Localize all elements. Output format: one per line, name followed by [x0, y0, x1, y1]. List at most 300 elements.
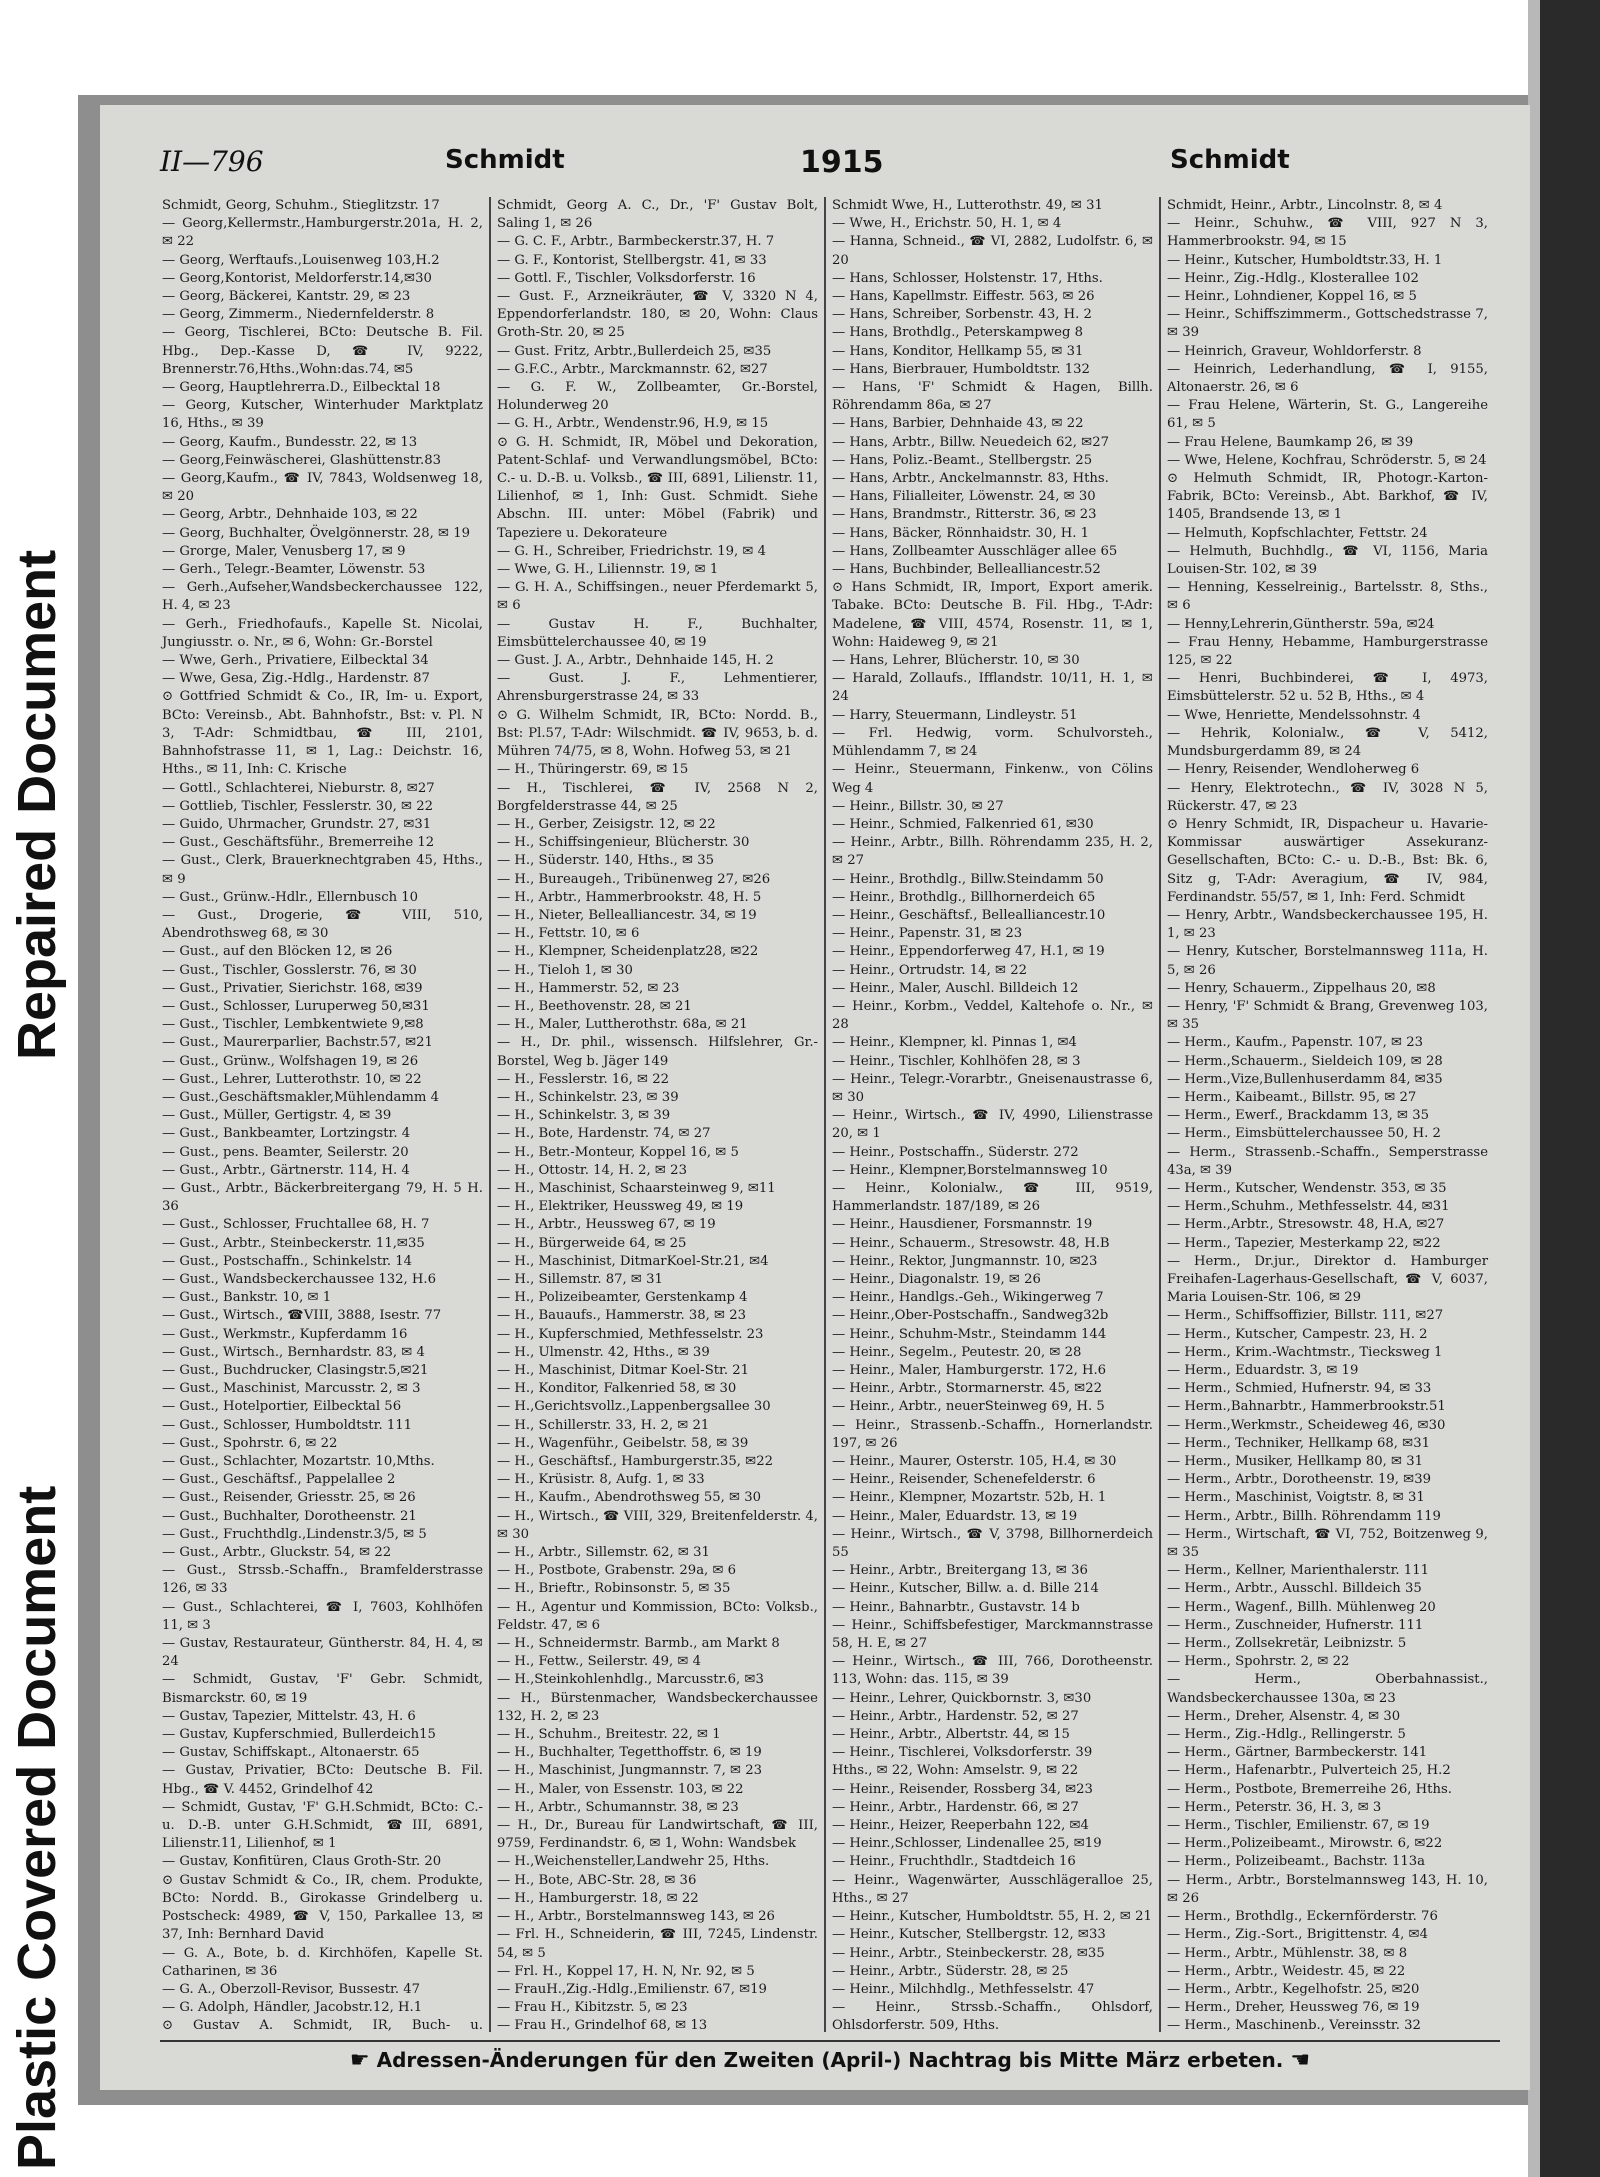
side-banner — [0, 0, 78, 2177]
directory-entry: — Gust., Wirtsch., Bernhardstr. 83, ✉ 4 — [162, 1344, 425, 1360]
directory-entry: — Gust., Hotelportier, Eilbecktal 56 — [162, 1399, 402, 1415]
directory-entry: — Heinr., Fruchthdlr., Stadtdeich 16 — [832, 1854, 1076, 1870]
directory-entry: — Heinr., Brothdlg., Billw.Steindamm 50 — [832, 871, 1104, 887]
directory-entry: — Henning, Kesselreinig., Bartelsstr. 8, Sths., ✉ 6 — [1167, 580, 1488, 614]
directory-entry: — Heinr., Bahnarbtr., Gustavstr. 14 b — [832, 1599, 1080, 1615]
directory-entry: — Georg, Bäckerei, Kantstr. 29, ✉ 23 — [162, 289, 411, 305]
directory-entry: — H., Bürgerweide 64, ✉ 25 — [497, 1235, 687, 1251]
directory-entry: — Herm., Spohrstr. 2, ✉ 22 — [1167, 1654, 1350, 1670]
page-number: II—796 — [160, 145, 264, 178]
directory-entry: — Gustav H. F., Buchhalter, Eimsbüttelerchaussee 40, ✉ 19 — [497, 616, 818, 650]
directory-entry: — Henry, Schauerm., Zippelhaus 20, ✉8 — [1167, 980, 1436, 996]
directory-entry: — Henny,Lehrerin,Güntherstr. 59a, ✉24 — [1167, 616, 1435, 632]
directory-entry: — Heinr., Wirtsch., ☎ III, 766, Dorotheenstr. 113, Wohn: das. 115, ✉ 39 — [832, 1654, 1153, 1688]
side-label-repaired: Repaired Document — [7, 549, 67, 1060]
directory-entry: — Herm.,Schauerm., Sieldeich 109, ✉ 28 — [1167, 1053, 1443, 1069]
directory-entry: — Frau Helene, Baumkamp 26, ✉ 39 — [1167, 434, 1414, 450]
directory-entry: — H., Maschinist, Schaarsteinweg 9, ✉11 — [497, 1180, 776, 1196]
directory-entry: — G. H., Arbtr., Wendenstr.96, H.9, ✉ 15 — [497, 416, 769, 432]
directory-entry: — Herm., Schiffsoffizier, Billstr. 111, ✉27 — [1167, 1308, 1444, 1324]
directory-entry: — Heinr., Wagenwärter, Ausschlägeralloe 25, Hths., ✉ 27 — [832, 1872, 1153, 1906]
directory-entry: — H., Klempner, Scheidenplatz28, ✉22 — [497, 944, 759, 960]
entry-columns — [160, 197, 1490, 2032]
directory-entry: — Heinr., Arbtr., Hardenstr. 66, ✉ 27 — [832, 1799, 1079, 1815]
directory-entry: — Wwe, Henriette, Mendelssohnstr. 4 — [1167, 707, 1421, 723]
directory-entry: — Heinr., Heizer, Reeperbahn 122, ✉4 — [832, 1818, 1089, 1834]
column-3 — [830, 197, 1155, 2032]
directory-entry: — Heinr., Arbtr., Stormarnerstr. 45, ✉22 — [832, 1381, 1102, 1397]
directory-entry: — Gust. J. A., Arbtr., Dehnhaide 145, H. 2 — [497, 653, 774, 669]
directory-entry: — Henri, Buchbinderei, ☎ I, 4973, Eimsbüttelerstr. 52 u. 52 B, Hths., ✉ 4 — [1167, 671, 1488, 705]
directory-entry: — Gust., Privatier, Sierichstr. 168, ✉39 — [162, 980, 423, 996]
directory-entry: Schmidt Wwe, H., Lutterothstr. 49, ✉ 31 — [832, 198, 1103, 213]
directory-entry: — Heinr., Schiffszimmerm., Gottschedstrasse 7, ✉ 39 — [1167, 307, 1488, 341]
directory-entry: — Herm., Arbtr., Mühlenstr. 38, ✉ 8 — [1167, 1945, 1408, 1961]
directory-entry: — Frau H., Grindelhof 68, ✉ 13 — [497, 2018, 708, 2032]
directory-entry: — Georg, Kaufm., Bundesstr. 22, ✉ 13 — [162, 434, 418, 450]
directory-entry: — Herm., Zig.-Sort., Brigittenstr. 4, ✉4 — [1167, 1927, 1428, 1943]
directory-entry: — Heinr., Klempner, kl. Pinnas 1, ✉4 — [832, 1035, 1077, 1051]
directory-entry: — H., Konditor, Falkenried 58, ✉ 30 — [497, 1381, 737, 1397]
directory-entry: — H., Süderstr. 140, Hths., ✉ 35 — [497, 853, 715, 869]
column-divider — [824, 197, 826, 2032]
directory-entry: — Hans, 'F' Schmidt & Hagen, Billh. Röhrendamm 86a, ✉ 27 — [832, 380, 1153, 414]
directory-entry: — G. A., Bote, b. d. Kirchhöfen, Kapelle St. Catharinen, ✉ 36 — [162, 1945, 483, 1979]
directory-entry: — Gustav, Kupferschmied, Bullerdeich15 — [162, 1727, 436, 1743]
directory-entry: — Wwe, Helene, Kochfrau, Schröderstr. 5, ✉ 24 — [1167, 452, 1487, 468]
directory-entry: — H., Polizeibeamter, Gerstenkamp 4 — [497, 1290, 748, 1306]
directory-entry: — Heinr., Billstr. 30, ✉ 27 — [832, 798, 1004, 814]
directory-entry: Schmidt, Georg, Schuhm., Stieglitzstr. 17 — [162, 198, 440, 213]
directory-entry: — Hans, Poliz.-Beamt., Stellbergstr. 25 — [832, 452, 1093, 468]
directory-entry: — H., Betr.-Monteur, Koppel 16, ✉ 5 — [497, 1144, 739, 1160]
directory-entry: — Heinrich, Lederhandlung, ☎ I, 9155, Altonaerstr. 26, ✉ 6 — [1167, 361, 1488, 396]
directory-entry: — Herm., Eimsbüttelerchaussee 50, H. 2 — [1167, 1126, 1441, 1142]
directory-entry: — Herm.,Schuhm., Methfesselstr. 44, ✉31 — [1167, 1199, 1450, 1215]
directory-entry: — H., Bote, Hardenstr. 74, ✉ 27 — [497, 1126, 711, 1142]
directory-entry: — Heinr., Reisender, Schenefelderstr. 6 — [832, 1472, 1096, 1488]
directory-entry: — H., Bauaufs., Hammerstr. 38, ✉ 23 — [497, 1308, 747, 1324]
header-year: 1915 — [800, 145, 884, 180]
directory-entry: — Georg, Hauptlehrerra.D., Eilbecktal 18 — [162, 380, 441, 396]
directory-entry: — Guido, Uhrmacher, Grundstr. 27, ✉31 — [162, 816, 432, 832]
directory-entry: — H., Ulmenstr. 42, Hths., ✉ 39 — [497, 1344, 710, 1360]
directory-entry: — Herm., Arbtr., Borstelmannsweg 143, H. 10, ✉ 26 — [1167, 1872, 1488, 1906]
directory-entry: — H., Dr., Bureau für Landwirtschaft, ☎ III, 9759, Ferdinandstr. 6, ✉ 1, Wohn: Wandsbek — [497, 1818, 818, 1852]
directory-entry: — Heinr., Rektor, Jungmannstr. 10, ✉23 — [832, 1253, 1098, 1269]
directory-entry: — Herm.,Vize,Bullenhuserdamm 84, ✉35 — [1167, 1071, 1443, 1087]
directory-entry: — Heinr.,Ober-Postschaffn., Sandweg32b — [832, 1308, 1109, 1324]
directory-entry: — Heinr., Diagonalstr. 19, ✉ 26 — [832, 1271, 1041, 1287]
directory-entry: — Heinr., Schmied, Falkenried 61, ✉30 — [832, 816, 1094, 832]
directory-entry: ⊙ G. H. Schmidt, IR, Möbel und Dekoration, Patent-Schlaf- und Verwandlungsmöbel, BCto: C.- u. D.-B. u. Volksb., ☎ III, 6891, Lilienstr. 11, Lilienhof, ✉ 1, Inh: Gust. Schmidt. Siehe Abschn. III. unter: Möbel (Fabrik) und Tapeziere u. Dekorateure — [497, 434, 818, 541]
directory-entry: — H., Maschinist, Ditmar Koel-Str. 21 — [497, 1363, 750, 1378]
column-divider — [1159, 197, 1161, 2032]
directory-entry: — Gust., Schlachter, Mozartstr. 10,Mths. — [162, 1454, 435, 1470]
directory-entry: — Hans, Zollbeamter Ausschläger allee 65 — [832, 543, 1118, 559]
directory-entry: — G. F. W., Zollbeamter, Gr.-Borstel, Holunderweg 20 — [497, 380, 818, 414]
page-header — [160, 145, 1500, 185]
directory-entry: — Frau Henny, Hebamme, Hamburgerstrasse 125, ✉ 22 — [1167, 634, 1488, 669]
directory-entry: — Heinr., Korbm., Veddel, Kaltehofe o. Nr., ✉ 28 — [832, 998, 1153, 1033]
directory-entry: — Hans, Schreiber, Sorbenstr. 43, H. 2 — [832, 307, 1092, 323]
directory-entry: — Heinr., Arbtr., Steinbeckerstr. 28, ✉35 — [832, 1945, 1105, 1961]
directory-entry: — Hanna, Schneid., ☎ VI, 2882, Ludolfstr. 6, ✉ 20 — [832, 234, 1153, 268]
directory-entry: — Gust., Buchdrucker, Clasingstr.5,✉21 — [162, 1363, 429, 1378]
directory-entry: — H., Maschinist, DitmarKoel-Str.21, ✉4 — [497, 1253, 769, 1269]
directory-entry: — H., Schinkelstr. 23, ✉ 39 — [497, 1089, 679, 1105]
directory-entry: — H., Schuhm., Breitestr. 22, ✉ 1 — [497, 1727, 721, 1743]
directory-entry: — Heinr., Tischlerei, Volksdorferstr. 39 — [832, 1745, 1093, 1761]
directory-entry: — G. Adolph, Händler, Jacobstr.12, H.1 — [162, 2000, 423, 2016]
directory-entry: — FrauH.,Zig.-Hdlg.,Emilienstr. 67, ✉19 — [497, 1981, 767, 1997]
directory-entry: Schmidt, Georg A. C., Dr., 'F' Gustav Bolt, Saling 1, ✉ 26 — [497, 198, 818, 232]
directory-entry: — Georg, Werftaufs.,Louisenweg 103,H.2 — [162, 252, 440, 268]
directory-entry: — H., Beethovenstr. 28, ✉ 21 — [497, 998, 692, 1014]
side-label-plastic: Plastic Covered Document — [7, 1485, 67, 2170]
directory-entry: — Heinr., Maler, Eduardstr. 13, ✉ 19 — [832, 1508, 1078, 1524]
directory-entry: — Heinr., Schiffsbefestiger, Marckmannstrasse 58, H. E, ✉ 27 — [832, 1617, 1153, 1652]
directory-entry: — Georg, Kutscher, Winterhuder Marktplatz 16, Hths., ✉ 39 — [162, 398, 483, 432]
directory-entry: — Georg,Kontorist, Meldorferstr.14,✉30 — [162, 270, 432, 286]
directory-entry: — Heinr., Arbtr., Hardenstr. 52, ✉ 27 — [832, 1708, 1079, 1724]
directory-entry: — H., Agentur und Kommission, BCto: Volksb., Feldstr. 47, ✉ 6 — [497, 1599, 818, 1633]
directory-entry: — H., Schillerstr. 33, H. 2, ✉ 21 — [497, 1417, 710, 1433]
directory-entry: — H., Bureaugeh., Tribünenweg 27, ✉26 — [497, 871, 771, 887]
directory-entry: — Gustav, Schiffskapt., Altonaerstr. 65 — [162, 1745, 420, 1761]
directory-entry: — Harald, Zollaufs., Ifflandstr. 10/11, H. 1, ✉ 24 — [832, 671, 1153, 705]
directory-entry: — Herm., Wagenf., Billh. Mühlenweg 20 — [1167, 1599, 1436, 1615]
directory-entry: — H., Maler, Luttherothstr. 68a, ✉ 21 — [497, 1017, 748, 1033]
directory-entry: — Herm., Tapezier, Mesterkamp 22, ✉22 — [1167, 1235, 1441, 1251]
directory-entry: — Heinr., Strssb.-Schaffn., Ohlsdorf, Ohlsdorferstr. 509, Hths. — [832, 2000, 1153, 2032]
directory-entry: — H., Elektriker, Heussweg 49, ✉ 19 — [497, 1199, 744, 1215]
directory-entry: — Heinr., Klempner, Mozartstr. 52b, H. 1 — [832, 1490, 1107, 1506]
directory-entry: — Herm., Ewerf., Brackdamm 13, ✉ 35 — [1167, 1108, 1430, 1124]
column-1 — [160, 197, 485, 2032]
pointing-hand-icon: ☛ — [349, 2048, 370, 2073]
directory-entry: — Herm., Eduardstr. 3, ✉ 19 — [1167, 1363, 1359, 1378]
footer-text: Adressen-Änderungen für den Zweiten (April-) Nachtrag bis Mitte März erbeten. — [376, 2048, 1284, 2072]
directory-entry: — Harry, Steuermann, Lindleystr. 51 — [832, 707, 1078, 723]
directory-entry: — Gust., Clerk, Brauerknechtgraben 45, Hths., ✉ 9 — [162, 853, 483, 887]
directory-entry: — H., Krüsistr. 8, Aufg. 1, ✉ 33 — [497, 1472, 705, 1488]
directory-entry: — Heinr., Schauerm., Stresowstr. 48, H.B — [832, 1235, 1110, 1251]
directory-entry: — Herm., Dreher, Alsenstr. 4, ✉ 30 — [1167, 1708, 1401, 1724]
header-left-name: Schmidt — [445, 145, 565, 175]
directory-entry: — H., Fettstr. 10, ✉ 6 — [497, 926, 640, 942]
directory-entry: — Gust., Müller, Gertigstr. 4, ✉ 39 — [162, 1108, 392, 1124]
directory-entry: — Herm.,Bahnarbtr., Hammerbrookstr.51 — [1167, 1399, 1446, 1415]
directory-entry: — Wwe, Gesa, Zig.-Hdlg., Hardenstr. 87 — [162, 671, 430, 687]
directory-entry: — Herm., Krim.-Wachtmstr., Tiecksweg 1 — [1167, 1344, 1443, 1360]
directory-entry: — Gust., Arbtr., Bäckerbreitergang 79, H. 5 H. 36 — [162, 1180, 483, 1215]
directory-entry: — Hehrik, Kolonialw., ☎ V, 5412, Mundsburgerdamm 89, ✉ 24 — [1167, 725, 1488, 760]
directory-entry: Schmidt, Heinr., Arbtr., Lincolnstr. 8, ✉ 4 — [1167, 198, 1443, 213]
directory-entry: — Heinr., Zig.-Hdlg., Klosterallee 102 — [1167, 270, 1419, 286]
directory-entry: — Gustav, Restaurateur, Güntherstr. 84, H. 4, ✉ 24 — [162, 1636, 483, 1670]
directory-entry: — Heinr., Eppendorferweg 47, H.1, ✉ 19 — [832, 944, 1105, 960]
directory-entry: — Heinr., Brothdlg., Billhornerdeich 65 — [832, 889, 1096, 905]
directory-entry: — Herm., Gärtner, Barmbeckerstr. 141 — [1167, 1745, 1428, 1761]
directory-entry: — Gustav, Konfitüren, Claus Groth-Str. 20 — [162, 1854, 442, 1870]
directory-entry: — Heinr., Strassenb.-Schaffn., Hornerlandstr. 197, ✉ 26 — [832, 1417, 1153, 1451]
directory-entry: — Gustav, Privatier, BCto: Deutsche B. Fil. Hbg., ☎ V. 4452, Grindelhof 42 — [162, 1763, 483, 1797]
directory-entry: — Herm., Arbtr., Dorotheenstr. 19, ✉39 — [1167, 1472, 1432, 1488]
directory-entry: — Gust., Arbtr., Gärtnerstr. 114, H. 4 — [162, 1162, 410, 1178]
directory-entry: ⊙ Gustav Schmidt & Co., IR, chem. Produkte, BCto: Nordd. B., Girokasse Grindelberg u. Postscheck: 4989, ☎ V, 150, Parkallee 13, ✉ 37, Inh: Bernhard David — [162, 1872, 483, 1943]
directory-entry: — Heinr., Arbtr., Süderstr. 28, ✉ 25 — [832, 1963, 1069, 1979]
directory-entry: — Herm., Strassenb.-Schaffn., Semperstrasse 43a, ✉ 39 — [1167, 1144, 1488, 1178]
directory-entry: — Gust., Strssb.-Schaffn., Bramfelderstrasse 126, ✉ 33 — [162, 1563, 483, 1597]
column-2 — [495, 197, 820, 2032]
directory-entry: — H., Arbtr., Heussweg 67, ✉ 19 — [497, 1217, 716, 1233]
directory-entry: — Herm., Techniker, Hellkamp 68, ✉31 — [1167, 1435, 1430, 1451]
directory-entry: — Heinr., Papenstr. 31, ✉ 23 — [832, 926, 1023, 942]
directory-entry: — Heinr., Telegr.-Vorarbtr., Gneisenaustrasse 6, ✉ 30 — [832, 1071, 1153, 1105]
directory-entry: — Gust., Geschäftsführ., Bremerreihe 12 — [162, 835, 435, 851]
directory-entry: — Heinr., Arbtr., Breitergang 13, ✉ 36 — [832, 1563, 1088, 1579]
directory-entry: — Hans, Bierbrauer, Humboldtstr. 132 — [832, 361, 1090, 377]
directory-entry: — G. C. F., Arbtr., Barmbeckerstr.37, H. 7 — [497, 234, 775, 250]
directory-entry: — Heinr., Lohndiener, Koppel 16, ✉ 5 — [1167, 289, 1417, 305]
directory-entry: — Herm., Arbtr., Billh. Röhrendamm 119 — [1167, 1508, 1441, 1524]
directory-entry: — Georg,Kaufm., ☎ IV, 7843, Woldsenweg 18, ✉ 20 — [162, 471, 483, 505]
directory-entry: — Herm., Kaibeamt., Billstr. 95, ✉ 27 — [1167, 1089, 1417, 1105]
directory-entry: — Hans, Barbier, Dehnhaide 43, ✉ 22 — [832, 416, 1084, 432]
directory-entry: ⊙ Helmuth Schmidt, IR, Photogr.-Karton-Fabrik, BCto: Vereinsb., Abt. Barkhof, ☎ IV, 1405, Brandsende 13, ✉ 1 — [1167, 471, 1488, 523]
directory-entry: — Gottlieb, Tischler, Fesslerstr. 30, ✉ 22 — [162, 798, 434, 814]
directory-entry: — Gottl. F., Tischler, Volksdorferstr. 16 — [497, 270, 756, 286]
directory-entry: — H., Schneidermstr. Barmb., am Markt 8 — [497, 1636, 780, 1652]
directory-entry: — H., Geschäftsf., Hamburgerstr.35, ✉22 — [497, 1454, 774, 1470]
directory-entry: — Heinr., Ortrudstr. 14, ✉ 22 — [832, 962, 1027, 978]
directory-entry: — Frau H., Kibitzstr. 5, ✉ 23 — [497, 2000, 688, 2016]
directory-entry: — Wwe, Gerh., Privatiere, Eilbecktal 34 — [162, 653, 429, 669]
directory-entry: — Gust., pens. Beamter, Seilerstr. 20 — [162, 1144, 409, 1160]
directory-entry: — H., Gerber, Zeisigstr. 12, ✉ 22 — [497, 816, 716, 832]
directory-entry: — Grorge, Maler, Venusberg 17, ✉ 9 — [162, 543, 406, 559]
directory-entry: — H., Schinkelstr. 3, ✉ 39 — [497, 1108, 671, 1124]
directory-entry: — Gust., Bankstr. 10, ✉ 1 — [162, 1290, 332, 1306]
directory-entry: — Henry, Arbtr., Wandsbeckerchaussee 195, H. 1, ✉ 23 — [1167, 907, 1488, 942]
directory-entry: — H., Arbtr., Hammerbrookstr. 48, H. 5 — [497, 889, 762, 905]
directory-entry: — H., Fettw., Seilerstr. 49, ✉ 4 — [497, 1654, 702, 1670]
directory-entry: — Heinr., Tischler, Kohlhöfen 28, ✉ 3 — [832, 1053, 1081, 1069]
directory-entry: — Gust., Grünw., Wolfshagen 19, ✉ 26 — [162, 1053, 419, 1069]
directory-entry: — Gust., Spohrstr. 6, ✉ 22 — [162, 1435, 338, 1451]
directory-entry: — Herm., Zuschneider, Hufnerstr. 111 — [1167, 1617, 1424, 1633]
directory-entry: — Heinr., Lehrer, Quickbornstr. 3, ✉30 — [832, 1690, 1092, 1706]
directory-entry: — Gust., Schlosser, Fruchtallee 68, H. 7 — [162, 1217, 430, 1233]
directory-entry: ⊙ Henry Schmidt, IR, Dispacheur u. Havarie-Kommissar auswärtiger Assekuranz-Gesellschaften, BCto: C.- u. D.-B., Bst: Bk. 6, Sitz g, T-Adr: Averagium, ☎ IV, 984, Ferdinandstr. 55/57, ✉ 1, Inh: Ferd. Schmidt — [1167, 816, 1488, 905]
directory-entry: — G. A., Oberzoll-Revisor, Bussestr. 47 — [162, 1981, 421, 1997]
directory-entry: — Hans, Arbtr., Anckelmannstr. 83, Hths. — [832, 471, 1109, 487]
directory-entry: — Herm.,Polizeibeamt., Mirowstr. 6, ✉22 — [1167, 1836, 1443, 1852]
directory-entry: — Gerh., Friedhofaufs., Kapelle St. Nicolai, Jungiusstr. o. Nr., ✉ 6, Wohn: Gr.-Borstel — [162, 616, 483, 650]
directory-entry: — Hans, Lehrer, Blücherstr. 10, ✉ 30 — [832, 653, 1080, 669]
header-right-name: Schmidt — [1170, 145, 1290, 175]
directory-entry: — Herm., Dr.jur., Direktor d. Hamburger Freihafen-Lagerhaus-Gesellschaft, ☎ V, 6037, Maria Louisen-Str. 106, ✉ 29 — [1167, 1253, 1488, 1306]
directory-entry: — Hans, Konditor, Hellkamp 55, ✉ 31 — [832, 343, 1084, 359]
directory-entry: — Heinr., Postschaffn., Süderstr. 272 — [832, 1144, 1079, 1160]
directory-entry: — Gust., Maschinist, Marcusstr. 2, ✉ 3 — [162, 1381, 421, 1397]
directory-entry: — Heinr., Kutscher, Stellbergstr. 12, ✉33 — [832, 1927, 1106, 1943]
directory-entry: — H., Wirtsch., ☎ VIII, 329, Breitenfelderstr. 4, ✉ 30 — [497, 1508, 818, 1542]
directory-entry: — H., Hammerstr. 52, ✉ 23 — [497, 980, 680, 996]
directory-entry: — Georg,Feinwäscherei, Glashüttenstr.83 — [162, 452, 442, 468]
directory-entry: ⊙ Gustav A. Schmidt, IR, Buch- u. — [162, 2018, 483, 2032]
directory-entry: — Gust.,Geschäftsmakler,Mühlendamm 4 — [162, 1089, 439, 1105]
directory-entry: — Georg, Tischlerei, BCto: Deutsche B. Fil. Hbg., Dep.-Kasse D, ☎ IV, 9222, Brennerstr.76,Hths.,Wohn:das.74, ✉5 — [162, 325, 483, 377]
directory-entry: — Herm., Dreher, Heussweg 76, ✉ 19 — [1167, 2000, 1420, 2016]
directory-entry: — Herm., Brothdlg., Eckernförderstr. 76 — [1167, 1909, 1438, 1925]
directory-entry: — Gerh., Telegr.-Beamter, Löwenstr. 53 — [162, 562, 426, 578]
directory-entry: — Herm., Zig.-Hdlg., Rellingerstr. 5 — [1167, 1727, 1406, 1743]
directory-entry: — H., Wagenführ., Geibelstr. 58, ✉ 39 — [497, 1435, 749, 1451]
directory-entry: — Herm., Tischler, Emilienstr. 67, ✉ 19 — [1167, 1818, 1430, 1834]
directory-entry: — Gust., auf den Blöcken 12, ✉ 26 — [162, 944, 393, 960]
directory-entry: ⊙ G. Wilhelm Schmidt, IR, BCto: Nordd. B., Bst: Pl.57, T-Adr: Wilschmidt. ☎ IV, 9653, b. d. Mühren 74/75, ✉ 8, Wohn. Hofweg 53, ✉ 21 — [497, 707, 818, 760]
directory-entry: — H., Dr. phil., wissensch. Hilfslehrer, Gr.-Borstel, Weg b. Jäger 149 — [497, 1035, 818, 1069]
directory-entry: — Herm., Maschinenb., Vereinsstr. 32 — [1167, 2018, 1421, 2032]
directory-entry: — Henry, Elektrotechn., ☎ IV, 3028 N 5, Rückerstr. 47, ✉ 23 — [1167, 780, 1488, 814]
directory-entry: — Hans, Schlosser, Holstenstr. 17, Hths. — [832, 270, 1103, 286]
directory-entry: — Gust. J. F., Lehmentierer, Ahrensburgerstrasse 24, ✉ 33 — [497, 671, 818, 705]
directory-entry: — Herm., Kutscher, Wendenstr. 353, ✉ 35 — [1167, 1180, 1447, 1196]
directory-entry: — G. H., Schreiber, Friedrichstr. 19, ✉ 4 — [497, 543, 767, 559]
directory-entry: — Gust., Schlachterei, ☎ I, 7603, Kohlhöfen 11, ✉ 3 — [162, 1599, 483, 1633]
directory-entry: — Herm., Kaufm., Papenstr. 107, ✉ 23 — [1167, 1035, 1424, 1051]
directory-entry: — Gust., Lehrer, Lutterothstr. 10, ✉ 22 — [162, 1071, 422, 1087]
directory-entry: — H., Sillemstr. 87, ✉ 31 — [497, 1271, 663, 1287]
directory-entry: — Gust., Werkmstr., Kupferdamm 16 — [162, 1326, 408, 1342]
directory-entry: — H., Maschinist, Jungmannstr. 7, ✉ 23 — [497, 1763, 763, 1779]
directory-entry: — Georg,Kellermstr.,Hamburgerstr.201a, H. 2, ✉ 22 — [162, 216, 483, 250]
directory-entry: — Gust., Postschaffn., Schinkelstr. 14 — [162, 1253, 413, 1269]
page-edge-dark — [1540, 0, 1600, 2177]
directory-entry: — Heinr., Geschäftsf., Bellealliancestr.10 — [832, 907, 1106, 923]
directory-entry: — H.,Gerichtsvollz.,Lappenbergsallee 30 — [497, 1399, 771, 1415]
directory-entry: — H., Fesslerstr. 16, ✉ 22 — [497, 1071, 670, 1087]
directory-entry: — Gust., Schlosser, Luruperweg 50,✉31 — [162, 998, 430, 1014]
directory-entry: — H., Schiffsingenieur, Blücherstr. 30 — [497, 835, 750, 851]
directory-entry: ⊙ Gottfried Schmidt & Co., IR, Im- u. Export, BCto: Vereinsb., Abt. Bahnhofstr., Bst: v. Pl. N 3, T-Adr: Schmidtbau, ☎ III, 2101, Bahnhofstrasse 11, ✉ 1, Lag.: Deichstr. 16, Hths., ✉ 11, Inh: C. Krische — [162, 689, 483, 778]
directory-entry: — Herm., Musiker, Hellkamp 80, ✉ 31 — [1167, 1454, 1424, 1470]
directory-entry: — Gerh.,Aufseher,Wandsbeckerchaussee 122, H. 4, ✉ 23 — [162, 580, 483, 614]
directory-entry: — Heinr.,Schlosser, Lindenallee 25, ✉19 — [832, 1836, 1102, 1852]
pointing-hand-icon: ☚ — [1290, 2048, 1311, 2073]
directory-entry: — Heinr., Wirtsch., ☎ IV, 4990, Lilienstrasse 20, ✉ 1 — [832, 1108, 1153, 1142]
directory-entry: — Gust., Arbtr., Steinbeckerstr. 11,✉35 — [162, 1235, 425, 1251]
directory-entry: — Heinr., Maler, Hamburgerstr. 172, H.6 — [832, 1363, 1107, 1378]
directory-entry: — Herm., Schmied, Hufnerstr. 94, ✉ 33 — [1167, 1381, 1432, 1397]
directory-entry: Hths., ✉ 22, Wohn: Amselstr. 9, ✉ 22 — [832, 1763, 1079, 1779]
directory-entry: — Heinrich, Graveur, Wohldorferstr. 8 — [1167, 343, 1422, 359]
directory-entry: — Georg, Zimmerm., Niedernfelderstr. 8 — [162, 307, 435, 323]
directory-entry: — Gust., Tischler, Gosslerstr. 76, ✉ 30 — [162, 962, 417, 978]
directory-entry: — G. F., Kontorist, Stellbergstr. 41, ✉ 33 — [497, 252, 767, 268]
directory-entry: — Gustav, Tapezier, Mittelstr. 43, H. 6 — [162, 1708, 416, 1724]
directory-entry: — Heinr., Milchhdlg., Methfesselstr. 47 — [832, 1981, 1095, 1997]
directory-entry: — Heinr., Klempner,Borstelmannsweg 10 — [832, 1162, 1108, 1178]
directory-entry: — H., Tischlerei, ☎ IV, 2568 N 2, Borgfelderstrasse 44, ✉ 25 — [497, 780, 818, 814]
directory-entry: — Heinr., Arbtr., neuerSteinweg 69, H. 5 — [832, 1399, 1105, 1415]
directory-entry: — Herm., Oberbahnassist., Wandsbeckerchaussee 130a, ✉ 23 — [1167, 1672, 1488, 1706]
directory-entry: ⊙ Hans Schmidt, IR, Import, Export amerik. Tabake. BCto: Deutsche B. Fil. Hbg., T-Adr: Madelene, ☎ VIII, 4574, Rosenstr. 11, ✉ 1, Wohn: Haideweg 9, ✉ 21 — [832, 580, 1153, 650]
directory-entry: — Gottl., Schlachterei, Nieburstr. 8, ✉27 — [162, 780, 435, 796]
directory-entry: — Hans, Kapellmstr. Eiffestr. 563, ✉ 26 — [832, 289, 1095, 305]
directory-page — [100, 105, 1530, 2090]
directory-entry: — Gust., Grünw.-Hdlr., Ellernbusch 10 — [162, 889, 419, 905]
directory-entry: — H.,Steinkohlenhdlg., Marcusstr.6, ✉3 — [497, 1672, 764, 1688]
directory-entry: — Hans, Buchbinder, Bellealliancestr.52 — [832, 562, 1101, 578]
directory-entry: — Hans, Bäcker, Rönnhaidstr. 30, H. 1 — [832, 525, 1089, 541]
directory-entry: — Heinr., Hausdiener, Forsmannstr. 19 — [832, 1217, 1093, 1233]
directory-entry: — Gust., Arbtr., Gluckstr. 54, ✉ 22 — [162, 1545, 392, 1561]
directory-entry: — Heinr., Kutscher, Humboldtstr. 55, H. 2, ✉ 21 — [832, 1909, 1152, 1925]
directory-entry: — Gust., Schlosser, Humboldtstr. 111 — [162, 1417, 413, 1433]
directory-entry: — Herm., Wirtschaft, ☎ VI, 752, Boitzenweg 9, ✉ 35 — [1167, 1526, 1488, 1561]
directory-entry: — Henry, 'F' Schmidt & Brang, Grevenweg 103, ✉ 35 — [1167, 998, 1488, 1033]
directory-entry: — Georg, Arbtr., Dehnhaide 103, ✉ 22 — [162, 507, 418, 523]
directory-entry: — Frl. H., Koppel 17, H. N, Nr. 92, ✉ 5 — [497, 1963, 755, 1979]
directory-entry: — Gust., Reisender, Griesstr. 25, ✉ 26 — [162, 1490, 416, 1506]
directory-entry: — H., Brieftr., Robinsonstr. 5, ✉ 35 — [497, 1581, 731, 1597]
directory-entry: — Heinr., Kutscher, Billw. a. d. Bille 214 — [832, 1581, 1099, 1597]
directory-entry: — Herm., Polizeibeamt., Bachstr. 113a — [1167, 1854, 1426, 1870]
directory-entry: — Gust., Maurerparlier, Bachstr.57, ✉21 — [162, 1035, 433, 1051]
directory-entry: — H., Bürstenmacher, Wandsbeckerchaussee 132, H. 2, ✉ 23 — [497, 1690, 818, 1724]
directory-entry: — Gust., Tischler, Lembkentwiete 9,✉8 — [162, 1017, 424, 1033]
directory-entry: — H., Nieter, Bellealliancestr. 34, ✉ 19 — [497, 907, 757, 923]
directory-entry: — Heinr., Schuhw., ☎ VIII, 927 N 3, Hammerbrookstr. 94, ✉ 15 — [1167, 216, 1488, 250]
column-4 — [1165, 197, 1490, 2032]
directory-entry: — Herm.,Werkmstr., Scheideweg 46, ✉30 — [1167, 1417, 1446, 1433]
directory-entry: — H., Arbtr., Sillemstr. 62, ✉ 31 — [497, 1545, 710, 1561]
directory-entry: — Herm., Peterstr. 36, H. 3, ✉ 3 — [1167, 1799, 1382, 1815]
directory-entry: — Gust., Fruchthdlg.,Lindenstr.3/5, ✉ 5 — [162, 1526, 427, 1542]
directory-entry: — Heinr., Kutscher, Humboldtstr.33, H. 1 — [1167, 252, 1443, 268]
directory-entry: — Schmidt, Gustav, 'F' G.H.Schmidt, BCto: C.- u. D.-B. unter G.H.Schmidt, ☎III, 6891, Lilienstr.11, Lilienhof, ✉ 1 — [162, 1799, 483, 1852]
directory-entry: — Helmuth, Kopfschlachter, Fettstr. 24 — [1167, 525, 1428, 541]
directory-entry: — H., Hamburgerstr. 18, ✉ 22 — [497, 1890, 699, 1906]
directory-entry: — G. H. A., Schiffsingen., neuer Pferdemarkt 5, ✉ 6 — [497, 580, 818, 614]
directory-entry: — Henry, Reisender, Wendloherweg 6 — [1167, 762, 1420, 778]
directory-entry: — H., Kupferschmied, Methfesselstr. 23 — [497, 1326, 764, 1342]
directory-entry: — Frl. H., Schneiderin, ☎ III, 7245, Lindenstr. 54, ✉ 5 — [497, 1927, 818, 1961]
directory-entry: — H., Kaufm., Abendrothsweg 55, ✉ 30 — [497, 1490, 762, 1506]
directory-entry: — Heinr., Segelm., Peutestr. 20, ✉ 28 — [832, 1344, 1082, 1360]
directory-entry: — H., Postbote, Grabenstr. 29a, ✉ 6 — [497, 1563, 737, 1579]
directory-entry: — Frl. Hedwig, vorm. Schulvorsteh., Mühlendamm 7, ✉ 24 — [832, 725, 1153, 760]
directory-entry: — H., Arbtr., Schumannstr. 38, ✉ 23 — [497, 1799, 739, 1815]
directory-entry: — Wwe, G. H., Liliennstr. 19, ✉ 1 — [497, 562, 719, 578]
directory-entry: — Herm.,Arbtr., Stresowstr. 48, H.A, ✉27 — [1167, 1217, 1445, 1233]
directory-entry: — Heinr., Handlgs.-Geh., Wikingerweg 7 — [832, 1290, 1104, 1306]
directory-entry: — Frau Helene, Wärterin, St. G., Langereihe 61, ✉ 5 — [1167, 398, 1488, 432]
directory-entry: — Gust., Drogerie, ☎ VIII, 510, Abendrothsweg 68, ✉ 30 — [162, 907, 483, 942]
directory-entry: — Henry, Kutscher, Borstelmannsweg 111a, H. 5, ✉ 26 — [1167, 944, 1488, 978]
directory-entry: — G.F.C., Arbtr., Marckmannstr. 62, ✉27 — [497, 361, 768, 377]
directory-entry: — H., Arbtr., Borstelmannsweg 143, ✉ 26 — [497, 1909, 775, 1925]
directory-entry: — Wwe, H., Erichstr. 50, H. 1, ✉ 4 — [832, 216, 1062, 232]
directory-entry: — Gust., Wandsbeckerchaussee 132, H.6 — [162, 1271, 436, 1287]
directory-entry: — Herm., Postbote, Bremerreihe 26, Hths. — [1167, 1781, 1452, 1797]
directory-entry: — Heinr., Wirtsch., ☎ V, 3798, Billhornerdeich 55 — [832, 1526, 1153, 1561]
directory-entry: — Hans, Arbtr., Billw. Neuedeich 62, ✉27 — [832, 434, 1110, 450]
column-divider — [489, 197, 491, 2032]
